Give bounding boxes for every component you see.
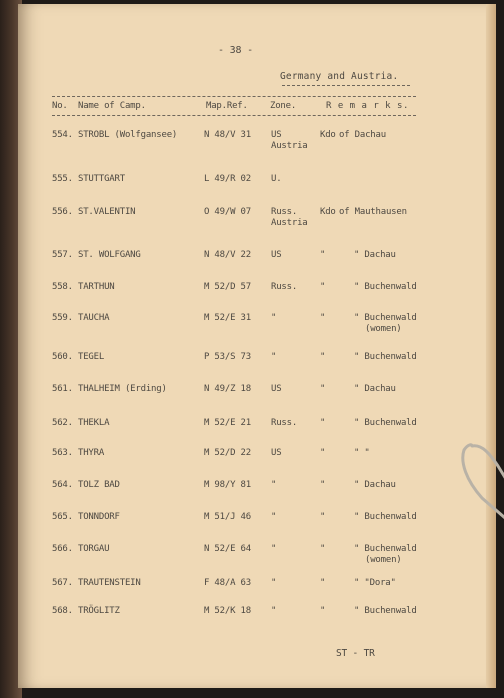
map-reference: N 52/E 64 xyxy=(204,544,251,554)
table-row xyxy=(18,418,496,448)
camp-name: THEKLA xyxy=(78,418,110,428)
map-reference: M 52/E 31 xyxy=(204,313,251,323)
row-number: 557. xyxy=(52,250,73,260)
zone: US xyxy=(271,250,282,260)
table-row xyxy=(18,544,496,574)
table-row xyxy=(18,207,496,237)
camp-name: THYRA xyxy=(78,448,105,458)
remark-text: of Dachau xyxy=(339,130,386,140)
camp-name: STROBL (Wolfgansee) xyxy=(78,130,178,140)
row-number: 563. xyxy=(52,448,73,458)
table-row xyxy=(18,480,496,510)
table-row xyxy=(18,130,496,160)
paper-clip-icon xyxy=(458,440,504,526)
page-number: - 38 - xyxy=(218,45,253,56)
remark-prefix: " xyxy=(320,384,326,394)
table-row xyxy=(18,282,496,312)
remark-text: " Buchenwald xyxy=(354,352,417,362)
remark-text: of Mauthausen xyxy=(339,207,407,217)
map-reference: N 48/V 22 xyxy=(204,250,251,260)
table-row xyxy=(18,448,496,478)
camp-name: TRAUTENSTEIN xyxy=(78,578,141,588)
zone: " xyxy=(271,352,277,362)
zone: " xyxy=(271,606,277,616)
header-rule-bottom xyxy=(52,115,416,116)
table-row xyxy=(18,313,496,343)
remark-prefix: " xyxy=(320,480,326,490)
header-rule-top xyxy=(52,96,416,97)
remark-prefix: Kdo xyxy=(320,207,336,217)
map-reference: M 51/J 46 xyxy=(204,512,251,522)
zone: Russ. xyxy=(271,418,298,428)
zone: Russ. xyxy=(271,282,298,292)
document-page xyxy=(18,4,496,688)
remark-text: " Dachau xyxy=(354,384,396,394)
table-row xyxy=(18,250,496,280)
remark-text: " Dachau xyxy=(354,480,396,490)
row-number: 556. xyxy=(52,207,73,217)
row-number: 561. xyxy=(52,384,73,394)
map-reference: F 48/A 63 xyxy=(204,578,251,588)
remark-text: " Dachau xyxy=(354,250,396,260)
camp-name: ST. WOLFGANG xyxy=(78,250,141,260)
remark-text: " Buchenwald xyxy=(354,512,417,522)
remark-prefix: " xyxy=(320,418,326,428)
remark-text: " Buchenwald xyxy=(354,606,417,616)
map-reference: M 52/K 18 xyxy=(204,606,251,616)
remark-text: " Buchenwald xyxy=(354,282,417,292)
row-number: 568. xyxy=(52,606,73,616)
footer-range: ST - TR xyxy=(336,648,375,659)
camp-name: TORGAU xyxy=(78,544,110,554)
zone: " xyxy=(271,313,277,323)
row-number: 560. xyxy=(52,352,73,362)
zone-country: Austria xyxy=(271,218,308,228)
zone: " xyxy=(271,578,277,588)
remark-prefix: " xyxy=(320,606,326,616)
remark-prefix: " xyxy=(320,352,326,362)
zone-country: Austria xyxy=(271,141,308,151)
remark-prefix: " xyxy=(320,512,326,522)
col-header-map: Map.Ref. xyxy=(206,101,248,111)
row-number: 559. xyxy=(52,313,73,323)
col-header-no: No. xyxy=(52,101,68,111)
row-number: 554. xyxy=(52,130,73,140)
camp-name: TRÖGLITZ xyxy=(78,606,120,616)
table-row xyxy=(18,606,496,636)
remark-prefix: Kdo xyxy=(320,130,336,140)
remark-note: (women) xyxy=(365,555,402,565)
remark-prefix: " xyxy=(320,282,326,292)
remark-prefix: " xyxy=(320,250,326,260)
camp-name: ST.VALENTIN xyxy=(78,207,136,217)
table-row xyxy=(18,512,496,542)
zone: U. xyxy=(271,174,282,184)
map-reference: M 98/Y 81 xyxy=(204,480,251,490)
zone: US xyxy=(271,448,282,458)
remark-text: " Buchenwald xyxy=(354,418,417,428)
remark-text: " Buchenwald xyxy=(354,313,417,323)
row-number: 558. xyxy=(52,282,73,292)
col-header-zone: Zone. xyxy=(270,101,297,111)
table-row xyxy=(18,174,496,204)
zone: Russ. xyxy=(271,207,298,217)
remark-text: " "Dora" xyxy=(354,578,396,588)
row-number: 562. xyxy=(52,418,73,428)
map-reference: P 53/S 73 xyxy=(204,352,251,362)
map-reference: M 52/E 21 xyxy=(204,418,251,428)
remark-prefix: " xyxy=(320,578,326,588)
map-reference: L 49/R 02 xyxy=(204,174,251,184)
remark-prefix: " xyxy=(320,544,326,554)
map-reference: O 49/W 07 xyxy=(204,207,251,217)
map-reference: N 48/V 31 xyxy=(204,130,251,140)
zone: " xyxy=(271,512,277,522)
col-header-remarks: R e m a r k s. xyxy=(326,101,409,111)
remark-text: " Buchenwald xyxy=(354,544,417,554)
zone: " xyxy=(271,544,277,554)
camp-name: TOLZ BAD xyxy=(78,480,120,490)
map-reference: N 49/Z 18 xyxy=(204,384,251,394)
camp-name: THALHEIM (Erding) xyxy=(78,384,167,394)
row-number: 555. xyxy=(52,174,73,184)
zone: " xyxy=(271,480,277,490)
row-number: 565. xyxy=(52,512,73,522)
row-number: 566. xyxy=(52,544,73,554)
area-heading: Germany and Austria. xyxy=(280,71,399,82)
camp-name: TARTHUN xyxy=(78,282,115,292)
map-reference: M 52/D 57 xyxy=(204,282,251,292)
area-underline xyxy=(282,85,410,86)
camp-name: TONNDORF xyxy=(78,512,120,522)
map-reference: M 52/D 22 xyxy=(204,448,251,458)
remark-text: " " xyxy=(354,448,370,458)
col-header-name: Name of Camp. xyxy=(78,101,146,111)
table-row xyxy=(18,352,496,382)
remark-prefix: " xyxy=(320,448,326,458)
remark-prefix: " xyxy=(320,313,326,323)
zone: US xyxy=(271,384,282,394)
row-number: 567. xyxy=(52,578,73,588)
table-row xyxy=(18,384,496,414)
camp-name: STUTTGART xyxy=(78,174,125,184)
zone: US xyxy=(271,130,282,140)
remark-note: (women) xyxy=(365,324,402,334)
row-number: 564. xyxy=(52,480,73,490)
camp-name: TAUCHA xyxy=(78,313,110,323)
camp-name: TEGEL xyxy=(78,352,105,362)
table-row xyxy=(18,578,496,608)
